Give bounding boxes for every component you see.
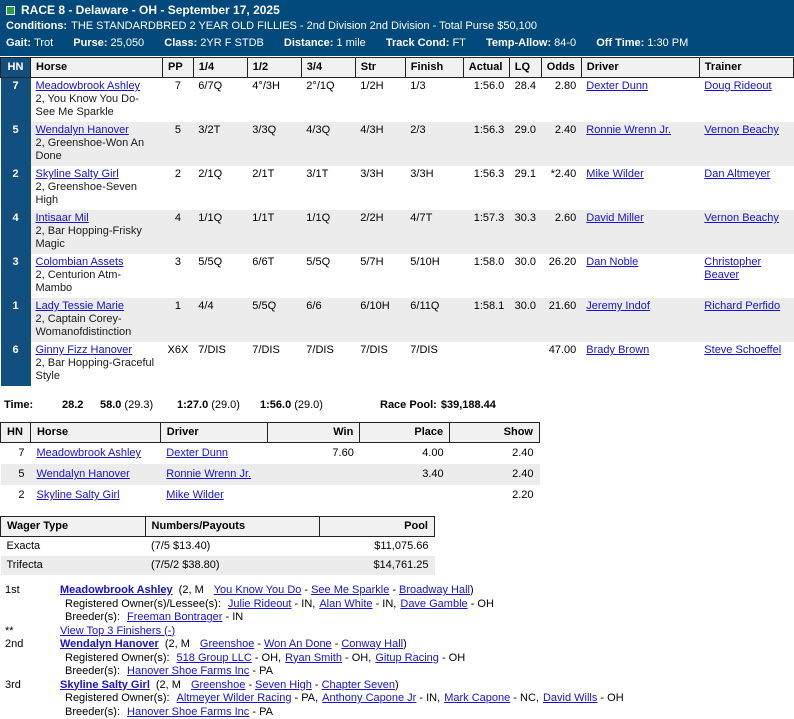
payout-col-show: Show — [450, 423, 540, 443]
payout-col-hn: HN — [1, 423, 31, 443]
payout-col-place: Place — [360, 423, 450, 443]
hn-cell: 6 — [1, 342, 31, 386]
race-title: RACE 8 - Delaware - OH - September 17, 2025 — [21, 4, 280, 17]
three-quarter-pos-cell: 4/3Q — [301, 122, 355, 166]
wager-type-cell: Trifecta — [1, 556, 146, 575]
trainer-link[interactable]: Christopher Beaver — [704, 256, 761, 281]
col-header-trainer: Trainer — [699, 58, 793, 78]
driver-link[interactable]: Dexter Dunn — [586, 80, 648, 92]
quarter-pos-cell: 1/1Q — [193, 210, 247, 254]
driver-cell — [581, 298, 699, 342]
half-pos-cell: 3/3Q — [247, 122, 301, 166]
place-label: 2nd — [0, 638, 60, 652]
col-header-actual: Actual — [463, 58, 509, 78]
stretch-pos-cell: 2/2H — [355, 210, 405, 254]
owners-label: Registered Owner(s): — [65, 692, 170, 704]
breeders-line: Breeder(s): Hanover Shoe Farms Inc - PA — [65, 665, 794, 679]
col-header-stretch: Str — [355, 58, 405, 78]
win-amount-cell — [267, 464, 360, 485]
dam-link[interactable]: Seven High — [255, 679, 312, 691]
horse-pedigree: 2, You Know You Do-See Me Sparkle — [36, 93, 158, 119]
col-header-horse: Horse — [31, 58, 163, 78]
col-header-quarter: 1/4 — [193, 58, 247, 78]
driver-cell — [581, 78, 699, 123]
horse-link[interactable]: Wendalyn Hanover — [60, 638, 159, 650]
trainer-cell — [699, 122, 793, 166]
horse-cell — [31, 166, 163, 210]
breeder-link[interactable]: Freeman Bontrager — [127, 611, 222, 623]
results-row — [1, 210, 794, 254]
owner-link[interactable]: Alan White — [319, 598, 372, 610]
pp-cell: 2 — [163, 166, 194, 210]
odds-cell: 2.60 — [541, 210, 581, 254]
horse-link[interactable]: Meadowbrook Ashley — [36, 447, 141, 459]
pp-cell: X6X — [163, 342, 194, 386]
hn-cell: 2 — [1, 166, 31, 210]
race-title-row — [6, 4, 788, 17]
conditions-label: Conditions: — [6, 20, 67, 32]
time-quarter: 28.2 — [62, 399, 100, 412]
three-quarter-pos-cell: 2°/1Q — [301, 78, 355, 123]
time-bar — [0, 399, 794, 412]
results-row — [1, 298, 794, 342]
time-label: Time: — [4, 399, 62, 412]
finish-pos-cell: 2/3 — [405, 122, 463, 166]
place-amount-cell — [360, 485, 450, 506]
place-label: 3rd — [0, 679, 60, 693]
breeders-label: Breeder(s): — [65, 665, 120, 677]
driver-link[interactable]: David Miller — [586, 212, 643, 224]
owner-link[interactable]: 518 Group LLC — [177, 652, 252, 664]
trainer-cell — [699, 254, 793, 298]
results-row — [1, 254, 794, 298]
info-purse: Purse: 25,050 — [73, 37, 144, 49]
payout-col-driver: Driver — [160, 423, 267, 443]
stretch-pos-cell: 4/3H — [355, 122, 405, 166]
odds-cell: 47.00 — [541, 342, 581, 386]
trainer-link[interactable]: Doug Rideout — [704, 80, 771, 92]
view-finishers-line — [0, 625, 794, 639]
hn-cell: 5 — [1, 122, 31, 166]
half-pos-cell: 7/DIS — [247, 342, 301, 386]
driver-link[interactable]: Dan Noble — [586, 256, 638, 268]
lq-cell: 30.0 — [509, 298, 541, 342]
horse-cell — [31, 298, 163, 342]
actual-time-cell: 1:56.3 — [463, 166, 509, 210]
race-info-row — [6, 37, 788, 50]
wager-table — [0, 516, 435, 575]
col-header-lq: LQ — [509, 58, 541, 78]
breeder-link[interactable]: Hanover Shoe Farms Inc — [127, 706, 249, 718]
place-label: 1st — [0, 584, 60, 598]
stretch-pos-cell: 7/DIS — [355, 342, 405, 386]
hn-cell: 3 — [1, 254, 31, 298]
owner-link[interactable]: Ryan Smith — [285, 652, 342, 664]
breeders-line: Breeder(s): Freeman Bontrager - IN — [65, 611, 794, 625]
horse-cell — [31, 210, 163, 254]
finisher-entry-2nd: 2nd Wendalyn Hanover (2, M Greenshoe - Won An Done - Conway Hall) — [0, 638, 794, 652]
wager-col-pool: Pool — [320, 517, 435, 537]
finish-pos-cell: 3/3H — [405, 166, 463, 210]
odds-cell: 21.60 — [541, 298, 581, 342]
driver-link[interactable]: Mike Wilder — [586, 168, 643, 180]
results-row — [1, 78, 794, 123]
lq-cell — [509, 342, 541, 386]
race-pool: Race Pool: $39,188.44 — [380, 399, 496, 412]
col-header-finish: Finish — [405, 58, 463, 78]
wager-payout-cell: (7/5 $13.40) — [145, 537, 320, 557]
info-off-time: Off Time: 1:30 PM — [596, 37, 688, 49]
stretch-pos-cell: 6/10H — [355, 298, 405, 342]
top-finishers-section — [0, 584, 794, 719]
trainer-link[interactable]: Richard Perfido — [704, 300, 780, 312]
driver-cell — [581, 342, 699, 386]
pp-cell: 5 — [163, 122, 194, 166]
quarter-pos-cell: 5/5Q — [193, 254, 247, 298]
half-pos-cell: 5/5Q — [247, 298, 301, 342]
odds-cell: 26.20 — [541, 254, 581, 298]
info-gait: Gait: Trot — [6, 37, 53, 49]
show-amount-cell: 2.20 — [450, 485, 540, 506]
stretch-pos-cell: 1/2H — [355, 78, 405, 123]
finish-pos-cell: 4/7T — [405, 210, 463, 254]
owners-line: Registered Owner(s): 518 Group LLC - OH, Ryan Smith - OH, Gitup Racing - OH — [65, 652, 794, 666]
trainer-cell — [699, 298, 793, 342]
quarter-pos-cell: 7/DIS — [193, 342, 247, 386]
time-half: 58.0 (29.3) — [100, 399, 177, 412]
lq-cell: 28.4 — [509, 78, 541, 123]
owner-link[interactable]: Dave Gamble — [400, 598, 467, 610]
half-pos-cell: 4°/3H — [247, 78, 301, 123]
pedigree-close: ) — [470, 584, 474, 596]
show-amount-cell: 2.40 — [450, 443, 540, 465]
horse-link[interactable]: Meadowbrook Ashley — [36, 80, 141, 92]
col-header-driver: Driver — [581, 58, 699, 78]
age-sex-prefix: (2, M — [165, 638, 190, 650]
pp-cell: 1 — [163, 298, 194, 342]
trainer-link[interactable]: Vernon Beachy — [704, 124, 779, 136]
driver-link[interactable]: Brady Brown — [586, 344, 649, 356]
horse-pedigree: 2, Bar Hopping-Graceful Style — [36, 357, 158, 383]
actual-time-cell — [463, 342, 509, 386]
pp-cell: 3 — [163, 254, 194, 298]
horse-link[interactable]: Skyline Salty Girl — [36, 489, 119, 501]
driver-link[interactable]: Ronnie Wrenn Jr. — [586, 124, 671, 136]
win-place-show-table — [0, 422, 540, 506]
half-pos-cell: 6/6T — [247, 254, 301, 298]
owners-line: Registered Owner(s)/Lessee(s): Julie Rideout - IN, Alan White - IN, Dave Gamble - OH — [65, 598, 794, 612]
age-sex-prefix: (2, M — [179, 584, 204, 596]
time-final: 1:56.0 (29.0) — [260, 399, 380, 412]
breeders-label: Breeder(s): — [65, 611, 120, 623]
hn-cell: 1 — [1, 298, 31, 342]
horse-link[interactable]: Intisaar Mil — [36, 212, 89, 224]
trainer-cell — [699, 342, 793, 386]
horse-pedigree: 2, Bar Hopping-Frisky Magic — [36, 225, 158, 251]
quarter-pos-cell: 3/2T — [193, 122, 247, 166]
damsire-link[interactable]: Chapter Seven — [322, 679, 395, 691]
payout-driver-cell — [160, 443, 267, 465]
odds-cell: 2.40 — [541, 122, 581, 166]
driver-link[interactable]: Mike Wilder — [166, 489, 223, 501]
payout-row — [1, 485, 540, 506]
age-sex-prefix: (2, M — [156, 679, 181, 691]
horse-pedigree: 2, Captain Corey-Womanofdistinction — [36, 313, 158, 339]
sire-link[interactable]: Greenshoe — [200, 638, 254, 650]
wager-header-row — [1, 517, 435, 537]
quarter-pos-cell: 4/4 — [193, 298, 247, 342]
payout-driver-cell — [160, 485, 267, 506]
horse-link[interactable]: Colombian Assets — [36, 256, 124, 268]
horse-link[interactable]: Skyline Salty Girl — [60, 679, 150, 691]
hn-cell: 4 — [1, 210, 31, 254]
col-header-three-quarter: 3/4 — [301, 58, 355, 78]
driver-cell — [581, 166, 699, 210]
driver-cell — [581, 122, 699, 166]
finisher-entry-1st: 1st Meadowbrook Ashley (2, M You Know You Do - See Me Sparkle - Broadway Hall) — [0, 584, 794, 598]
horse-pedigree: 2, Greenshoe-Won An Done — [36, 137, 158, 163]
wager-row — [1, 537, 435, 557]
trainer-cell — [699, 78, 793, 123]
trainer-cell — [699, 210, 793, 254]
wager-type-cell: Exacta — [1, 537, 146, 557]
payout-horse-cell — [30, 443, 160, 465]
sire-link[interactable]: Greenshoe — [191, 679, 245, 691]
wager-col-payouts: Numbers/Payouts — [145, 517, 320, 537]
actual-time-cell: 1:56.3 — [463, 122, 509, 166]
three-quarter-pos-cell: 7/DIS — [301, 342, 355, 386]
horse-link[interactable]: Skyline Salty Girl — [36, 168, 119, 180]
pedigree-close: ) — [395, 679, 399, 691]
race-results-table — [0, 57, 794, 386]
payout-horse-cell — [30, 485, 160, 506]
driver-link[interactable]: Dexter Dunn — [166, 447, 228, 459]
lq-cell: 29.0 — [509, 122, 541, 166]
conditions-text: THE STANDARDBRED 2 YEAR OLD FILLIES - 2nd Division 2nd Division - Total Purse $50,100 — [71, 20, 537, 32]
results-row — [1, 166, 794, 210]
owner-link[interactable]: Anthony Capone Jr — [322, 692, 416, 704]
half-pos-cell: 1/1T — [247, 210, 301, 254]
payout-hn-cell: 5 — [1, 464, 31, 485]
results-row — [1, 122, 794, 166]
pp-cell: 4 — [163, 210, 194, 254]
finish-pos-cell: 7/DIS — [405, 342, 463, 386]
half-pos-cell: 2/1T — [247, 166, 301, 210]
driver-link[interactable]: Jeremy Indof — [586, 300, 650, 312]
place-amount-cell: 3.40 — [360, 464, 450, 485]
finish-pos-cell: 5/10H — [405, 254, 463, 298]
race-status-icon — [6, 6, 15, 15]
col-header-hn: HN — [1, 58, 31, 78]
trainer-link[interactable]: Dan Altmeyer — [704, 168, 770, 180]
quarter-pos-cell: 2/1Q — [193, 166, 247, 210]
trainer-link[interactable]: Vernon Beachy — [704, 212, 779, 224]
three-quarter-pos-cell: 1/1Q — [301, 210, 355, 254]
lq-cell: 29.1 — [509, 166, 541, 210]
lq-cell: 30.3 — [509, 210, 541, 254]
payout-col-win: Win — [267, 423, 360, 443]
wager-pool-cell: $11,075.66 — [320, 537, 435, 557]
owner-link[interactable]: David Wills — [543, 692, 597, 704]
horse-link[interactable]: Lady Tessie Marie — [36, 300, 124, 312]
col-header-pp: PP — [163, 58, 194, 78]
info-track-cond: Track Cond: FT — [386, 37, 466, 49]
owners-label: Registered Owner(s)/Lessee(s): — [65, 598, 221, 610]
conditions-row — [6, 20, 788, 33]
owners-line: Registered Owner(s): Altmeyer Wilder Racing - PA, Anthony Capone Jr - IN, Mark Capone - NC, David Wills - OH — [65, 692, 794, 706]
horse-link[interactable]: Wendalyn Hanover — [36, 468, 129, 480]
owner-link[interactable]: Julie Rideout — [228, 598, 292, 610]
col-header-half: 1/2 — [247, 58, 301, 78]
owner-link[interactable]: Altmeyer Wilder Racing — [177, 692, 292, 704]
win-amount-cell — [267, 485, 360, 506]
finish-pos-cell: 6/11Q — [405, 298, 463, 342]
owners-label: Registered Owner(s): — [65, 652, 170, 664]
show-amount-cell: 2.40 — [450, 464, 540, 485]
three-quarter-pos-cell: 6/6 — [301, 298, 355, 342]
sire-link[interactable]: You Know You Do — [214, 584, 302, 596]
payout-row — [1, 443, 540, 465]
dam-link[interactable]: Won An Done — [264, 638, 332, 650]
place-amount-cell: 4.00 — [360, 443, 450, 465]
race-header-banner — [0, 0, 794, 56]
results-header-row — [1, 58, 794, 78]
dam-link[interactable]: See Me Sparkle — [311, 584, 389, 596]
lq-cell: 30.0 — [509, 254, 541, 298]
owner-link[interactable]: Mark Capone — [444, 692, 510, 704]
wager-payout-cell: (7/5/2 $38.80) — [145, 556, 320, 575]
payout-hn-cell: 7 — [1, 443, 31, 465]
horse-link[interactable]: Wendalyn Hanover — [36, 124, 129, 136]
payout-row — [1, 464, 540, 485]
breeders-line: Breeder(s): Hanover Shoe Farms Inc - PA — [65, 706, 794, 719]
horse-pedigree: 2, Greenshoe-Seven High — [36, 181, 158, 207]
payout-col-horse: Horse — [30, 423, 160, 443]
three-quarter-pos-cell: 5/5Q — [301, 254, 355, 298]
actual-time-cell: 1:57.3 — [463, 210, 509, 254]
owner-link[interactable]: Gitup Racing — [375, 652, 439, 664]
driver-cell — [581, 210, 699, 254]
breeder-link[interactable]: Hanover Shoe Farms Inc — [127, 665, 249, 677]
time-three-quarter: 1:27.0 (29.0) — [177, 399, 260, 412]
info-class: Class: 2YR F STDB — [164, 37, 264, 49]
results-row — [1, 342, 794, 386]
hn-cell: 7 — [1, 78, 31, 123]
actual-time-cell: 1:58.1 — [463, 298, 509, 342]
three-quarter-pos-cell: 3/1T — [301, 166, 355, 210]
finisher-entry-3rd: 3rd Skyline Salty Girl (2, M Greenshoe - Seven High - Chapter Seven) — [0, 679, 794, 693]
col-header-odds: Odds — [541, 58, 581, 78]
horse-link[interactable]: Ginny Fizz Hanover — [36, 344, 133, 356]
driver-cell — [581, 254, 699, 298]
breeders-label: Breeder(s): — [65, 706, 120, 718]
odds-cell: *2.40 — [541, 166, 581, 210]
quarter-pos-cell: 6/7Q — [193, 78, 247, 123]
actual-time-cell: 1:56.0 — [463, 78, 509, 123]
payout-driver-cell — [160, 464, 267, 485]
finish-pos-cell: 1/3 — [405, 78, 463, 123]
info-distance: Distance: 1 mile — [284, 37, 366, 49]
stretch-pos-cell: 5/7H — [355, 254, 405, 298]
driver-link[interactable]: Ronnie Wrenn Jr. — [166, 468, 251, 480]
trainer-cell — [699, 166, 793, 210]
horse-cell — [31, 342, 163, 386]
payout-header-row — [1, 423, 540, 443]
info-temp-allow: Temp-Allow: 84-0 — [486, 37, 576, 49]
win-amount-cell: 7.60 — [267, 443, 360, 465]
horse-cell — [31, 122, 163, 166]
horse-cell — [31, 254, 163, 298]
payout-hn-cell: 2 — [1, 485, 31, 506]
stretch-pos-cell: 3/3H — [355, 166, 405, 210]
horse-cell — [31, 78, 163, 123]
horse-pedigree: 2, Centurion Atm-Mambo — [36, 269, 158, 295]
wager-col-type: Wager Type — [1, 517, 146, 537]
odds-cell: 2.80 — [541, 78, 581, 123]
actual-time-cell: 1:58.0 — [463, 254, 509, 298]
horse-link[interactable]: Meadowbrook Ashley — [60, 584, 173, 596]
trainer-link[interactable]: Steve Schoeffel — [704, 344, 781, 356]
pedigree-close: ) — [403, 638, 407, 650]
view-top3-finishers-link[interactable]: View Top 3 Finishers (-) — [60, 625, 175, 637]
payout-horse-cell — [30, 464, 160, 485]
view-finishers-marker: ** — [0, 625, 60, 639]
wager-pool-cell: $14,761.25 — [320, 556, 435, 575]
damsire-link[interactable]: Conway Hall — [341, 638, 403, 650]
pp-cell: 7 — [163, 78, 194, 123]
wager-row — [1, 556, 435, 575]
damsire-link[interactable]: Broadway Hall — [399, 584, 470, 596]
